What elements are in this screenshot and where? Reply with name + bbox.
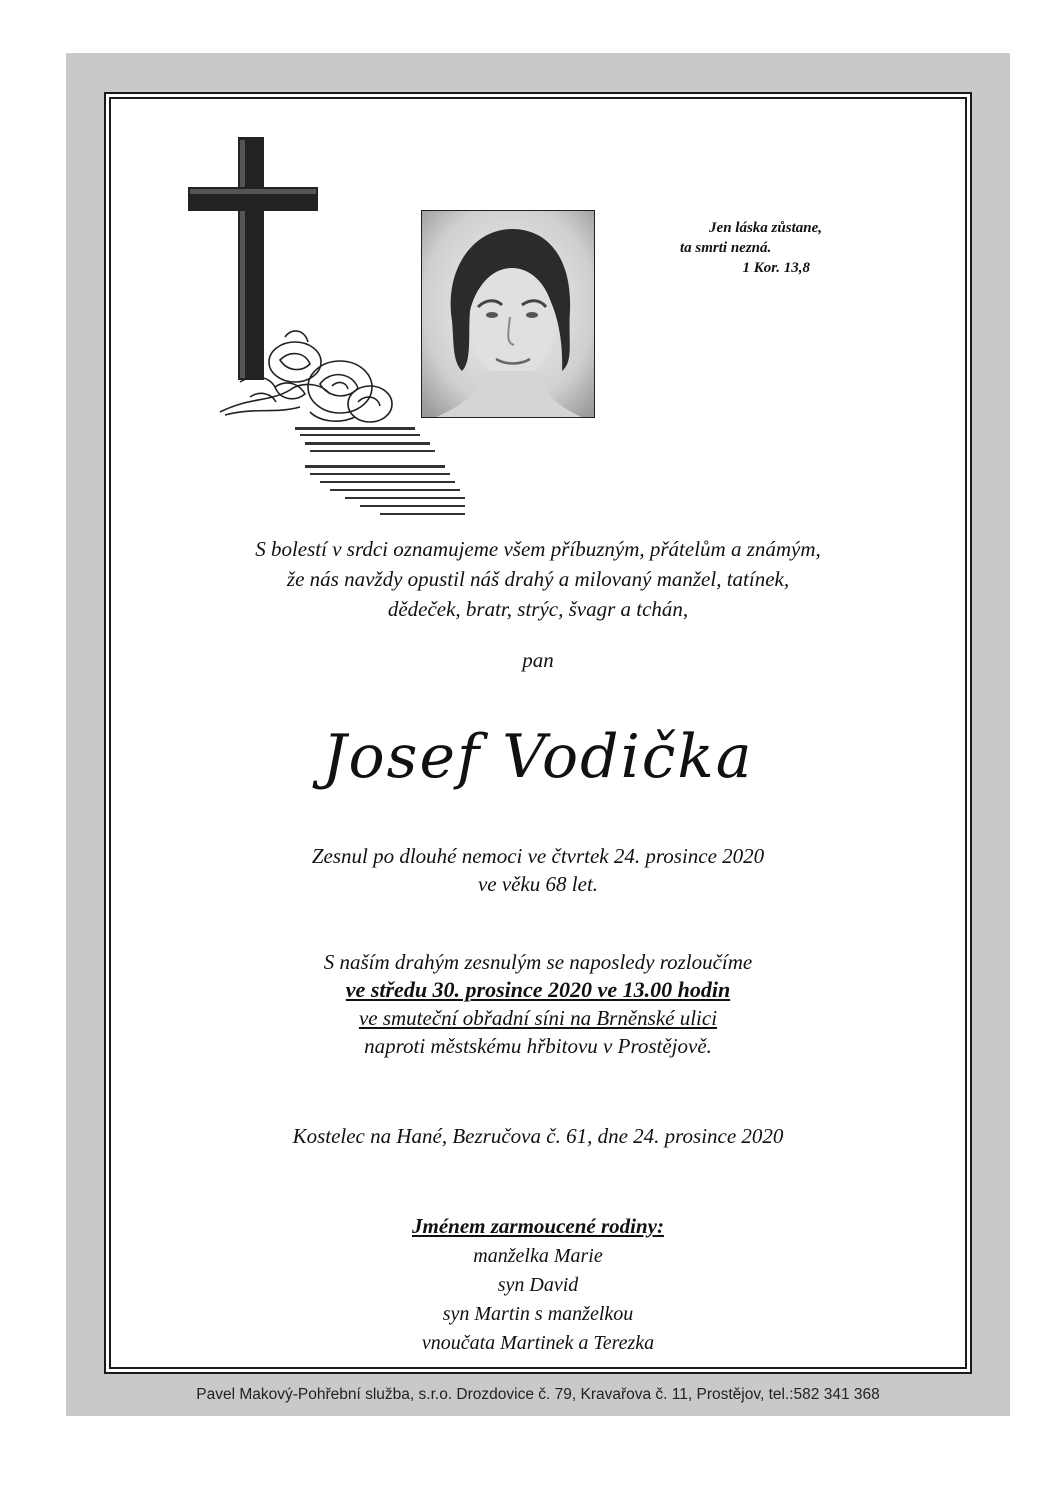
verse-line-1: Jen láska zůstane,: [709, 220, 822, 236]
ceremony-info: [104, 948, 972, 1060]
portrait-photo: [421, 210, 595, 418]
ceremony-venue: ve smuteční obřadní síni na Brněnské ulici: [358, 1006, 718, 1030]
death-info: [104, 842, 972, 898]
intro-line-2: že nás navždy opustil náš drahý a milovaný manžel, tatínek,: [286, 567, 790, 591]
death-line-2: ve věku 68 let.: [477, 872, 599, 896]
title-pan: pan: [522, 648, 554, 672]
verse-reference: 1 Kor. 13,8: [742, 260, 810, 276]
intro-line-3: dědeček, bratr, strýc, švagr a tchán,: [387, 597, 689, 621]
family-member: manželka Marie: [473, 1245, 603, 1267]
family-heading: Jménem zarmoucené rodiny:: [412, 1214, 664, 1238]
ceremony-datetime: ve středu 30. prosince 2020 ve 13.00 hodin: [345, 977, 731, 1002]
place-and-date: Kostelec na Hané, Bezručova č. 61, dne 24. prosince 2020: [292, 1124, 784, 1148]
family-member: syn Martin s manželkou: [442, 1303, 634, 1325]
ceremony-line-4: naproti městskému hřbitovu v Prostějově.: [364, 1034, 712, 1058]
family-member: syn David: [497, 1274, 579, 1296]
funeral-service-footer: Pavel Makový-Pohřební služba, s.r.o. Drozdovice č. 79, Kravařova č. 11, Prostějov, tel.:582 341 368: [196, 1386, 880, 1403]
family-list: [104, 1212, 972, 1358]
death-line-1: Zesnul po dlouhé nemoci ve čtvrtek 24. prosince 2020: [311, 844, 765, 868]
verse-line-2: ta smrti nezná.: [680, 240, 772, 256]
intro-line-1: S bolestí v srdci oznamujeme všem příbuzným, přátelům a známým,: [255, 537, 821, 561]
deceased-name: Josef Vodička: [322, 722, 754, 792]
family-member: vnoučata Martinek a Terezka: [421, 1332, 655, 1354]
ceremony-line-1: S naším drahým zesnulým se naposledy rozloučíme: [323, 950, 753, 974]
announcement-text: [104, 534, 972, 624]
bible-verse: [640, 218, 840, 278]
